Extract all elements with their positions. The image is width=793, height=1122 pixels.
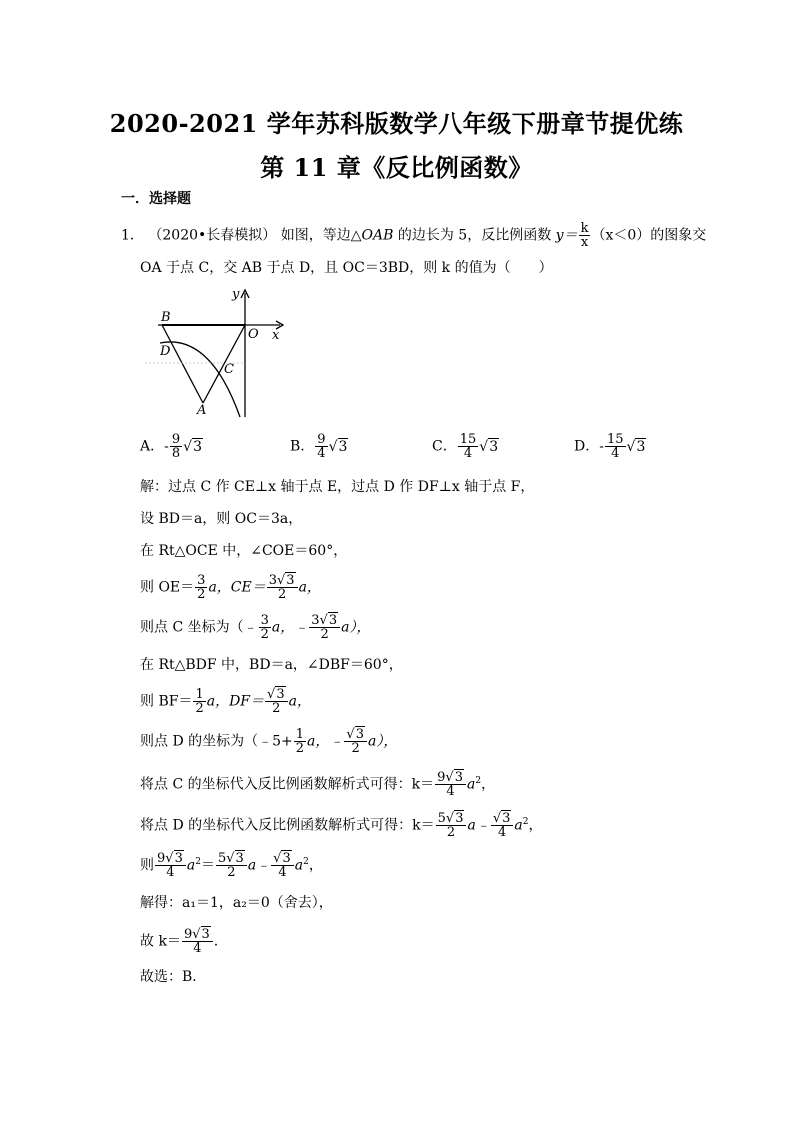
solution-line: 设 BD＝a，则 OC＝3a， [140,511,303,527]
section-heading: 一．选择题 [121,191,191,207]
solution-line-c-coords: 则点 C 坐标为（﹣ $\frac{3}{2}$ a，﹣ $\frac{3√3}{2}$ a）， [140,613,371,642]
option-b[interactable]: B． $\frac{9}{4}$ √3 [290,432,348,461]
label-b: B [161,310,171,325]
question-stem-line2: OA 于点 C，交 AB 于点 D，且 OC＝3BD，则 k 的值为（ ） [140,260,553,276]
solution-line-k-from-c: 将点 C 的坐标代入反比例函数解析式可得：k＝ $\frac{9√3}{4}$ $a^2$， [140,770,496,800]
doc-title: 2020-2021 学年苏科版数学八年级下册章节提优练 [109,109,684,138]
question-stem-line1 [121,222,706,249]
k-over-x-fraction: $\frac{k}{x}$ [580,221,589,250]
option-d[interactable]: D．- $\frac{15}{4}$ √3 [574,432,646,461]
geometry-figure [140,285,290,420]
question-number: 1． [121,227,144,244]
solution-line-k-value: 故 k＝ $\frac{9√3}{4}$ . [140,927,219,956]
label-y: y [232,287,240,302]
segment-ba [162,325,203,403]
label-o: O [248,327,259,342]
option-a[interactable]: A．- $\frac{9}{8}$ √3 [140,432,202,461]
label-x: x [272,328,280,343]
solution-line-d-coords: 则点 D 的坐标为（﹣5+ $\frac{1}{2}$ a，﹣ $\frac{√3}{2}$ a）， [140,727,398,756]
solution-line-oe-ce: 则 OE＝ $\frac{3}{2}$ a，CE＝ $\frac{3√3}{2}$ a， [140,573,321,602]
label-a: A [197,403,207,418]
solution-answer: 故选：B． [140,969,207,985]
chapter-title: 第 11 章《反比例函数》 [260,153,533,182]
solution-line: 解：过点 C 作 CE⊥x 轴于点 E，过点 D 作 DF⊥x 轴于点 F， [140,479,535,495]
solution-line: 解得：a₁＝1，a₂＝0（舍去）， [140,895,333,911]
stem-text: 的图象交 [650,227,707,244]
solution-line: 在 Rt△OCE 中，∠COE＝60°， [140,543,348,559]
stem-text: 如图，等边△ [280,227,362,244]
label-c: C [224,362,234,377]
triangle-name: OAB [361,227,394,244]
label-d: D [160,344,171,359]
condition: （x＜0） [591,227,651,244]
solution-line-equation: 则 $\frac{9√3}{4}$ $a^2=$ $\frac{5√3}{2}$ a﹣ $\frac{√3}{4}$ $a^2$， [140,851,323,881]
question-source: （2020•长春模拟） [148,227,277,244]
stem-text: 的边长为 5，反比例函数 [393,227,556,244]
solution-line: 在 Rt△BDF 中，BD＝a，∠DBF＝60°， [140,657,403,673]
y-equals: y＝ [555,227,578,244]
solution-line-bf-df: 则 BF＝ $\frac{1}{2}$ a，DF＝ $\frac{√3}{2}$ a， [140,687,311,716]
solution-line-k-from-d: 将点 D 的坐标代入反比例函数解析式可得：k＝ $\frac{5√3}{2}$ a﹣ $\frac{√3}{4}$ $a^2$， [140,811,543,841]
option-c[interactable]: C． $\frac{15}{4}$ √3 [432,432,499,461]
